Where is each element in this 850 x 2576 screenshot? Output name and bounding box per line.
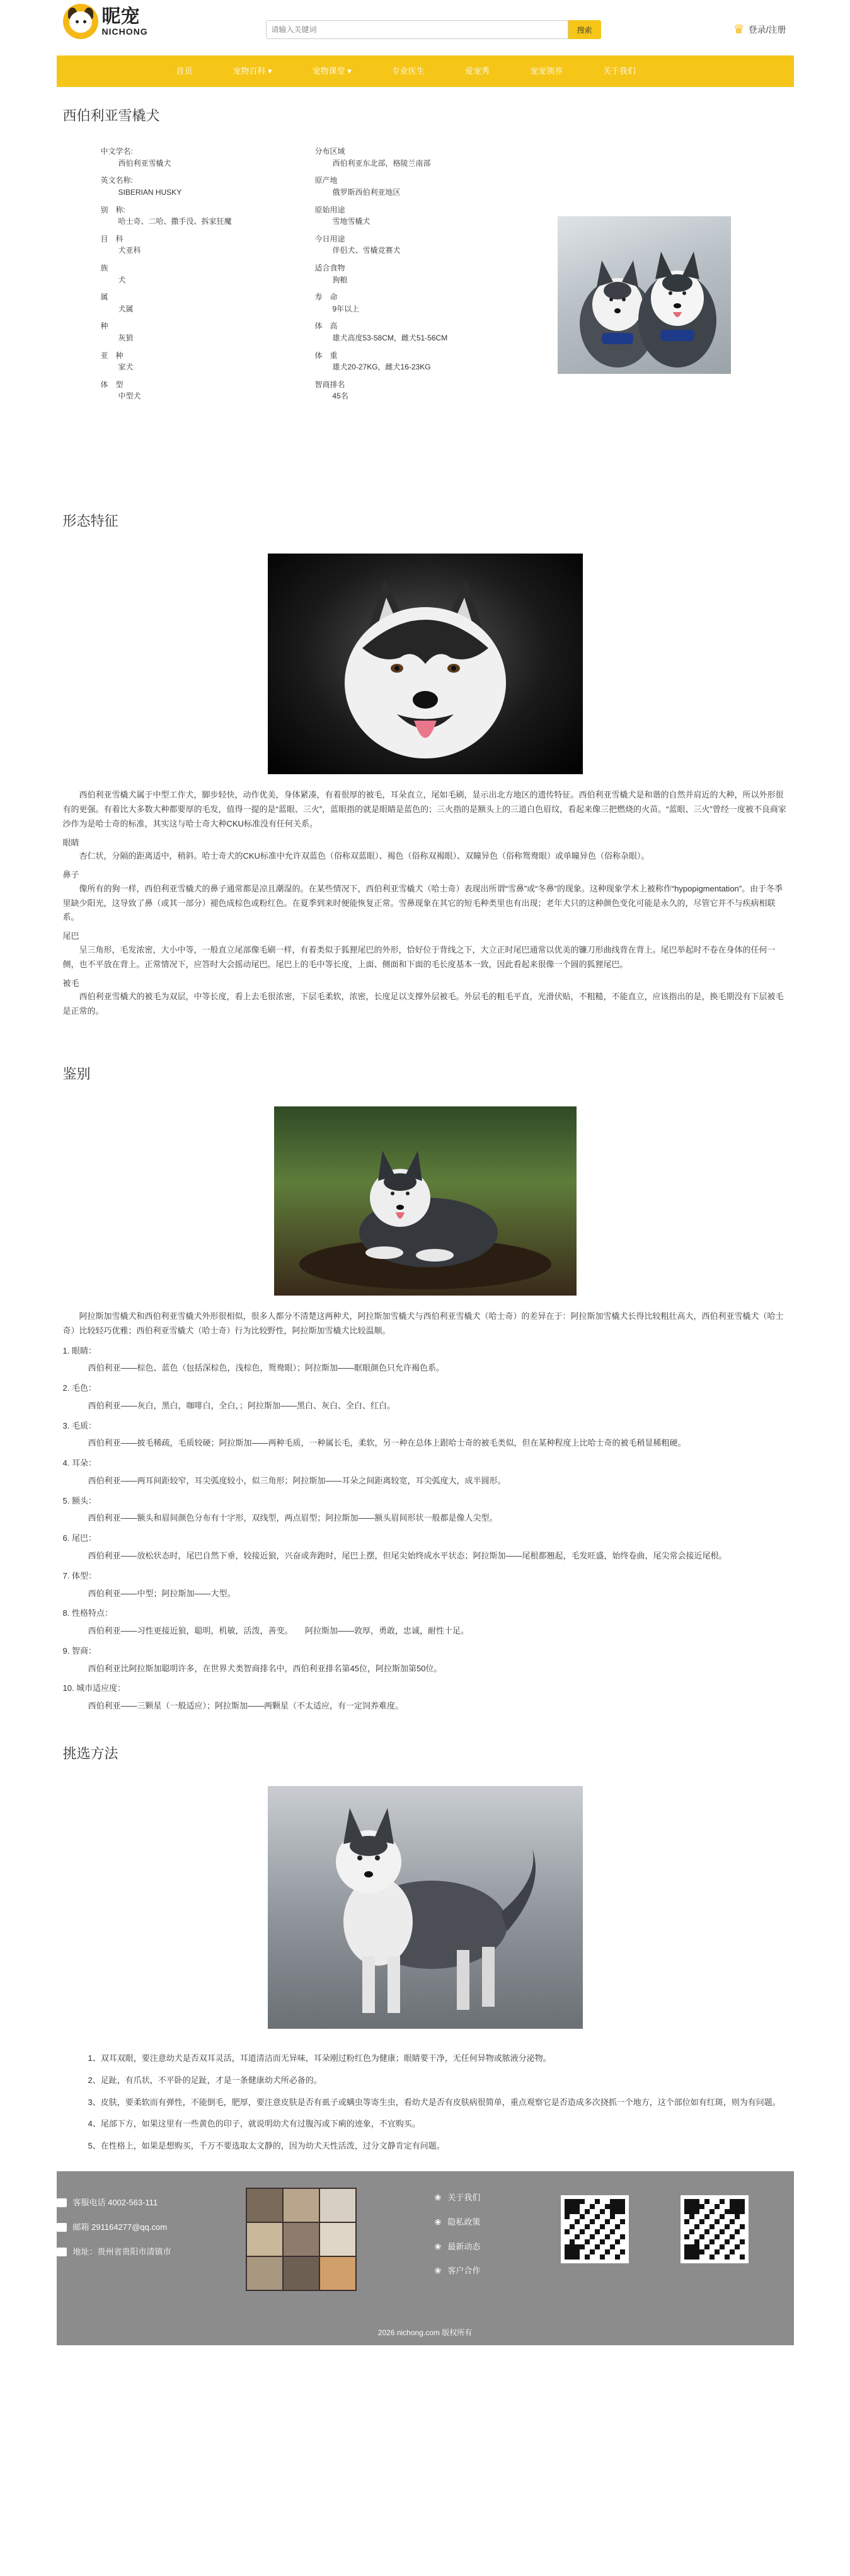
eyes-text: 杏仁状，分隔的距离适中，稍斜。哈士奇犬的CKU标准中允许双蓝色（俗称双蓝眼）、褐色（俗称双褐眼）、双瞳异色（俗称鸳鸯眼）或单瞳异色（俗称杂眼）。 (79, 851, 650, 861)
footer-link-privacy[interactable]: 隐私政策 (447, 2217, 481, 2227)
main-nav (57, 55, 794, 87)
info-label: 属 (100, 293, 108, 302)
info-label: 适合食物 (314, 263, 345, 272)
pet-collage-photo (246, 2188, 357, 2291)
paw-icon: ❀ (434, 2266, 442, 2276)
footer-address: 地址：贵州省贵阳市清镇市 (72, 2246, 171, 2256)
paw-icon: ❀ (434, 2217, 442, 2227)
info-value: 灰狼 (118, 333, 134, 342)
info-value: 9年以上 (332, 304, 360, 313)
logo-text-cn: 昵宠 (101, 5, 140, 28)
page-title: 西伯利亚雪橇犬 (62, 108, 160, 124)
ident-item-text: 西伯利亚——中型；阿拉斯加——大型。 (88, 1588, 236, 1598)
nav-item-encyclopedia[interactable]: 宠物百科 ▾ (233, 66, 272, 76)
info-value: 犬属 (118, 304, 134, 313)
ident-item-title: 10. 城市适应度： (62, 1683, 126, 1693)
info-value: 雄犬高度53-58CM，雌犬51-56CM (332, 333, 448, 342)
info-value: 俄罗斯西伯利亚地区 (332, 187, 401, 197)
info-label: 今日用途 (314, 234, 345, 243)
search-input[interactable] (266, 20, 568, 39)
info-label: 中文学名: (100, 147, 133, 156)
husky-pair-photo (558, 216, 731, 374)
ident-item-title: 4. 耳朵： (62, 1458, 96, 1468)
ident-item-title: 8. 性格特点： (62, 1608, 113, 1618)
info-value: 家犬 (118, 363, 134, 372)
location-icon (57, 2248, 67, 2256)
ident-item-title: 2. 毛色： (62, 1383, 96, 1393)
info-label: 英文名称: (100, 176, 133, 185)
mail-icon (57, 2223, 67, 2232)
info-label: 族 (100, 263, 108, 272)
ident-item-text: 西伯利亚——三颗星（一般适应）；阿拉斯加——两颗星（不太适应，有一定饲养难度。 (88, 1701, 404, 1711)
paw-icon: ❀ (434, 2192, 442, 2202)
info-value: 中型犬 (118, 392, 141, 401)
info-label: 寿 命 (314, 293, 338, 302)
eyes-heading: 眼睛 (62, 837, 79, 847)
coat-text: 西伯利亚雪橇犬的被毛为双层，中等长度，看上去毛很浓密，下层毛柔软，浓密，长度足以支撑外层被毛。外层毛的粗毛平直，光滑伏贴，不粗糙，不能直立，应该指出的是，换毛期没有下层被毛是正常的。 (62, 992, 784, 1016)
info-value: 犬 (118, 275, 126, 284)
site-logo[interactable] (63, 4, 148, 39)
ident-item-title: 1. 眼睛： (62, 1345, 96, 1355)
ident-item-text: 西伯利亚——披毛稀疏，毛质较硬；阿拉斯加——两种毛质，一种属长毛，柔软，另一种在总体上跟哈士奇的被毛类似，但在某种程度上比哈士奇的被毛稍显稀粗硬。 (88, 1438, 686, 1448)
info-value: 雄犬20-27KG，雌犬16-23KG (332, 363, 431, 372)
section-title-ident: 鉴别 (62, 1065, 91, 1082)
copyright: 2026 nichong.com 版权所有 (377, 2328, 473, 2337)
info-value: 伴侣犬、雪橇竞赛犬 (332, 246, 401, 255)
ident-item-text: 西伯利亚——放松状态时，尾巴自然下垂，较接近狼，兴奋或奔跑时，尾巴上摆，但尾尖始终成水平状态；阿拉斯加——尾根都翘起，毛发旺盛，始终卷曲，尾尖常会接近尾根。 (88, 1551, 727, 1561)
info-label: 体 重 (314, 351, 338, 360)
login-label: 登录/注册 (748, 25, 786, 35)
info-left-column (101, 146, 309, 408)
info-label: 原产地 (314, 176, 338, 185)
husky-lying-illustration (274, 1106, 577, 1296)
crown-icon: ♛ (733, 23, 745, 37)
ident-item-title: 7. 体型： (62, 1570, 96, 1581)
nose-text: 像所有的狗一样，西伯利亚雪橇犬的鼻子通常都是凉且潮湿的。在某些情况下，西伯利亚雪橇犬（哈士奇）表现出所谓“雪鼻”或“冬鼻”的现象。这种现象学术上被称作“hypopigmentation”。由于冬季里缺少阳光，这导致了鼻（或其一部分）褪色成棕色或粉红色。在夏季到来时便能恢复正常。雪鼻现象在其它的短毛种类里也有出现；老年犬只的这种颜色变化可能是永久的，尽管它并不与疾病相联系。 (62, 883, 783, 922)
nav-item-adopt[interactable]: 宠宠领养 (529, 66, 563, 76)
husky-standing-photo (268, 1786, 583, 2029)
nose-heading: 鼻子 (62, 870, 79, 880)
ident-item-text: 西伯利亚——棕色、蓝色（包括深棕色，浅棕色，鸳鸯眼）；阿拉斯加——眶眼颜色只允许褐色系。 (88, 1363, 445, 1373)
footer-links (435, 2191, 481, 2289)
husky-portrait-photo (268, 554, 583, 774)
nav-item-doctors[interactable]: 专业医生 (391, 66, 425, 76)
pick-tip: 4、尾部下方，如果这里有一些黄色的印子，就说明幼犬有过腹泻或下痢的迹象，不宜购买。 (88, 2119, 420, 2129)
ident-item-text: 西伯利亚比阿拉斯加聪明许多，在世界犬类智商排名中，西伯利亚排名第45位，阿拉斯加第50位。 (88, 1663, 442, 1673)
nav-item-classroom[interactable]: 宠物课堂 ▾ (312, 66, 352, 76)
info-value: 45名 (332, 392, 348, 401)
breed-info (63, 146, 788, 486)
coat-heading: 被毛 (62, 978, 79, 988)
ident-item-text: 西伯利亚——灰白，黑白，咖啡白，全白，；阿拉斯加——黑白、灰白、全白、红白。 (88, 1400, 396, 1410)
logo-text-en: NICHONG (101, 26, 148, 37)
footer-phone: 客服电话 4002-563-111 (72, 2197, 158, 2207)
info-label: 体 高 (314, 322, 338, 331)
morph-intro: 西伯利亚雪橇犬属于中型工作犬，脚步轻快，动作优美，身体紧凑，有着很厚的被毛，耳朵直立，尾如毛刷，显示出北方地区的遗传特征。西伯利亚雪橇犬是和谐的自然并肩近的大种，所以外形很有的更强。有着比大多数大种都要厚的毛发，值得一提的是“蓝眼、三火”，蓝眼指的就是眼睛是蓝色的；三火指的是额头上的三道白色眉纹，看起来像三把燃烧的火苗。“蓝眼、三火”曾经一度被不良商家沙作为是哈士奇的标准，其实这与哈士奇大种CKU标准没有任何关系。 (62, 790, 786, 828)
pick-tips (63, 2051, 788, 2154)
search-button[interactable]: 搜索 (568, 20, 601, 39)
info-value: 狗粮 (332, 275, 348, 284)
qr-code-2 (681, 2195, 749, 2263)
pick-tip: 1、双耳双眼，要注意幼犬是否双耳灵活，耳道清洁而无异味，耳朵刚过粉红色为健康；眼睛要干净，无任何异物或脓液分泌物。 (88, 2053, 551, 2063)
info-label: 分布区域 (314, 147, 345, 156)
info-value: 西伯利亚雪橇犬 (118, 158, 171, 168)
nav-item-about[interactable]: 关于我们 (602, 66, 636, 76)
footer-link-about[interactable]: 关于我们 (447, 2192, 481, 2202)
site-footer (57, 2171, 794, 2345)
info-value: 西伯利亚东北部，格陵兰南部 (332, 158, 431, 168)
ident-item-title: 5. 额头： (62, 1495, 96, 1506)
login-link[interactable] (733, 23, 786, 37)
footer-contacts (57, 2196, 171, 2270)
ident-item-title: 9. 智商： (62, 1645, 96, 1656)
info-value: SIBERIAN HUSKY (118, 187, 182, 197)
info-label: 别 称: (100, 205, 125, 214)
footer-email[interactable]: 邮箱 291164277@qq.com (72, 2222, 168, 2232)
search-bar (266, 20, 601, 39)
section-title-pick: 挑选方法 (62, 1745, 118, 1761)
phone-icon (57, 2198, 67, 2207)
husky-portrait-illustration (268, 554, 583, 774)
info-label: 智商排名 (314, 380, 345, 389)
tail-text: 呈三角形，毛发浓密，大小中等，一般直立尾部像毛刷一样，有着类似于狐狸尾巴的外形，恰好位于背线之下，大立正时尾巴通常以优美的镰刀形曲线背在背上。尾巴举起时不卷在身体的任何一侧，也不平放在背上。正常情况下，应答时大会摇动尾巴。尾巴上的毛中等长度，上面、侧面和下面的毛长度基本一致，因此看起来很像一个圆的狐狸尾巴。 (62, 945, 776, 969)
nav-item-show[interactable]: 爱宠秀 (464, 66, 490, 76)
husky-standing-illustration (268, 1786, 583, 2029)
ident-intro: 阿拉斯加雪橇犬和西伯利亚雪橇犬外形很相似，很多人都分不清楚这两种犬，阿拉斯加雪橇犬与西伯利亚雪橇犬（哈士奇）的差异在于：阿拉斯加雪橇犬长得比较粗壮高大，西伯利亚雪橇犬（哈士奇）比较轻巧优雅；西伯利亚雪橇犬（哈士奇）行为比较野性，阿拉斯加雪橇犬比较温顺。 (62, 1311, 784, 1335)
ident-item-text: 西伯利亚——额头和眉间颜色分布有十字形，双线型，两点眉型；阿拉斯加——额头眉间形状一般都是像人尖型。 (88, 1513, 498, 1523)
info-value: 犬亚科 (118, 246, 141, 255)
qr-code-1 (561, 2195, 629, 2263)
info-label: 亚 种 (100, 351, 123, 360)
pick-tip: 3、皮肤，要柔软而有弹性，不能倒毛，肥厚，要注意皮肤是否有虱子或螨虫等寄生虫，看幼犬是否有皮肤病很简单，重点观察它是否造成多次挠抓一个地方，这个部位如有红斑，则为有问题。 (88, 2097, 781, 2107)
section-title-morph: 形态特征 (62, 513, 118, 530)
pick-tip: 5、在性格上，如果是想购买，千万不要选取太文静的，因为幼犬天性活泼，过分文静肯定有问题。 (88, 2141, 445, 2151)
info-label: 体 型 (100, 380, 123, 389)
ident-item-title: 6. 尾巴： (62, 1533, 96, 1543)
paw-icon: ❀ (434, 2241, 442, 2251)
nav-item-home[interactable]: 首页 (176, 66, 193, 76)
info-mid-column (315, 146, 554, 408)
ident-item-text: 西伯利亚——两耳间距较窄，耳尖弧度较小，似三角形；阿拉斯加——耳朵之间距离较宽，耳尖弧度大，成半圆形。 (88, 1475, 506, 1485)
site-header (57, 0, 794, 55)
ident-item-title: 3. 毛质： (62, 1420, 96, 1430)
tail-heading: 尾巴 (62, 931, 79, 941)
info-value: 哈士奇、二哈、撒手没、拆家狂魔 (118, 217, 232, 226)
footer-link-partners[interactable]: 客户合作 (447, 2266, 481, 2276)
footer-link-news[interactable]: 最新动态 (447, 2241, 481, 2251)
info-label: 原始用途 (314, 205, 345, 214)
logo-dog-icon (63, 4, 98, 39)
husky-pair-illustration (558, 216, 731, 374)
info-label: 目 科 (100, 234, 123, 243)
husky-lying-photo (274, 1106, 577, 1296)
info-value: 雪地雪橇犬 (332, 217, 370, 226)
info-label: 种 (100, 322, 108, 331)
pick-tip: 2、足趾，有爪状，不平卧的足趾，才是一条健康幼犬所必备的。 (88, 2075, 322, 2085)
ident-item-text: 西伯利亚——习性更接近狼，聪明，机敏，活泼，善变。 阿拉斯加——敦厚，勇敢，忠诚，耐性十足。 (88, 1626, 469, 1636)
main-content (57, 105, 794, 2154)
